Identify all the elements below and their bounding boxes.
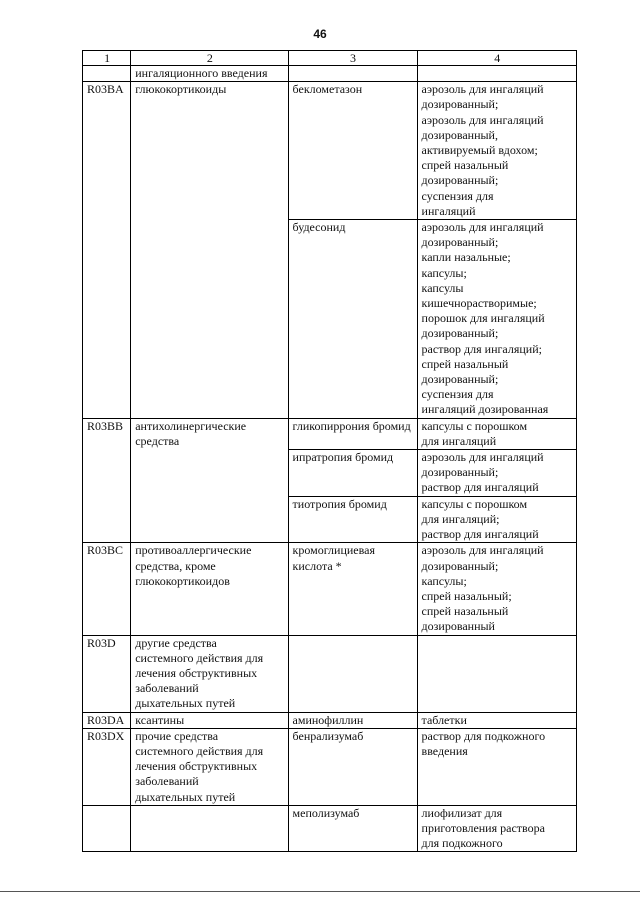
atc-code-cell [83,66,131,82]
column-header-4: 4 [417,51,576,66]
page-bottom-rule [0,891,640,892]
page-number: 46 [313,27,327,41]
group-name-cell: антихолинергические средства [131,418,288,543]
atc-code-cell: R03BC [83,543,131,635]
atc-code-cell [83,805,131,852]
dosage-form-cell: капсулы с порошком для ингаляций [417,418,576,449]
atc-code-cell: R03D [83,635,131,712]
group-name-cell: глюкокортикоиды [131,82,288,418]
drug-name-cell: ипратропия бромид [288,450,417,497]
table-header-row [83,51,577,66]
table-row [83,805,577,852]
drug-table [82,50,577,852]
group-name-cell: прочие средства системного действия для лечения обструктивных заболеваний дыхательных путей [131,728,288,805]
dosage-form-cell: раствор для подкожного введения [417,728,576,805]
drug-name-cell: бенрализумаб [288,728,417,805]
table-row [83,418,577,449]
dosage-form-cell: таблетки [417,712,576,728]
dosage-form-cell: капсулы с порошком для ингаляций; раствор для ингаляций [417,496,576,543]
drug-name-cell: меполизумаб [288,805,417,852]
drug-name-cell: аминофиллин [288,712,417,728]
group-name-cell: ингаляционного введения [131,66,288,82]
group-name-cell [131,805,288,852]
table-row [83,712,577,728]
drug-name-cell [288,66,417,82]
dosage-form-cell: аэрозоль для ингаляций дозированный; раствор для ингаляций [417,450,576,497]
dosage-form-cell: лиофилизат для приготовления раствора для подкожного [417,805,576,852]
drug-name-cell: беклометазон [288,82,417,220]
column-header-1: 1 [83,51,131,66]
dosage-form-cell: аэрозоль для ингаляций дозированный; аэрозоль для ингаляций дозированный, активируемый вдохом; спрей назальный дозированный; суспензия для ингаляций [417,82,576,220]
dosage-form-cell: аэрозоль для ингаляций дозированный; капли назальные; капсулы; капсулы кишечнорастворимые; порошок для ингаляций дозированный; раствор для ингаляций; спрей назальный дозированный; суспензия для ингаляций дозированная [417,220,576,419]
atc-code-cell: R03DA [83,712,131,728]
drug-name-cell: гликопиррония бромид [288,418,417,449]
atc-code-cell: R03BA [83,82,131,418]
column-header-2: 2 [131,51,288,66]
dosage-form-cell [417,635,576,712]
group-name-cell: противоаллергические средства, кроме глюкокортикоидов [131,543,288,635]
table-row [83,728,577,805]
table-row [83,635,577,712]
atc-code-cell: R03DX [83,728,131,805]
drug-name-cell: будесонид [288,220,417,419]
dosage-form-cell: аэрозоль для ингаляций дозированный; капсулы; спрей назальный; спрей назальный дозированный [417,543,576,635]
drug-name-cell [288,635,417,712]
atc-code-cell: R03BB [83,418,131,543]
group-name-cell: ксантины [131,712,288,728]
drug-name-cell: кромоглициевая кислота * [288,543,417,635]
table-row [83,82,577,220]
drug-name-cell: тиотропия бромид [288,496,417,543]
table-row [83,66,577,82]
table-row [83,543,577,635]
group-name-cell: другие средства системного действия для лечения обструктивных заболеваний дыхательных путей [131,635,288,712]
column-header-3: 3 [288,51,417,66]
dosage-form-cell [417,66,576,82]
